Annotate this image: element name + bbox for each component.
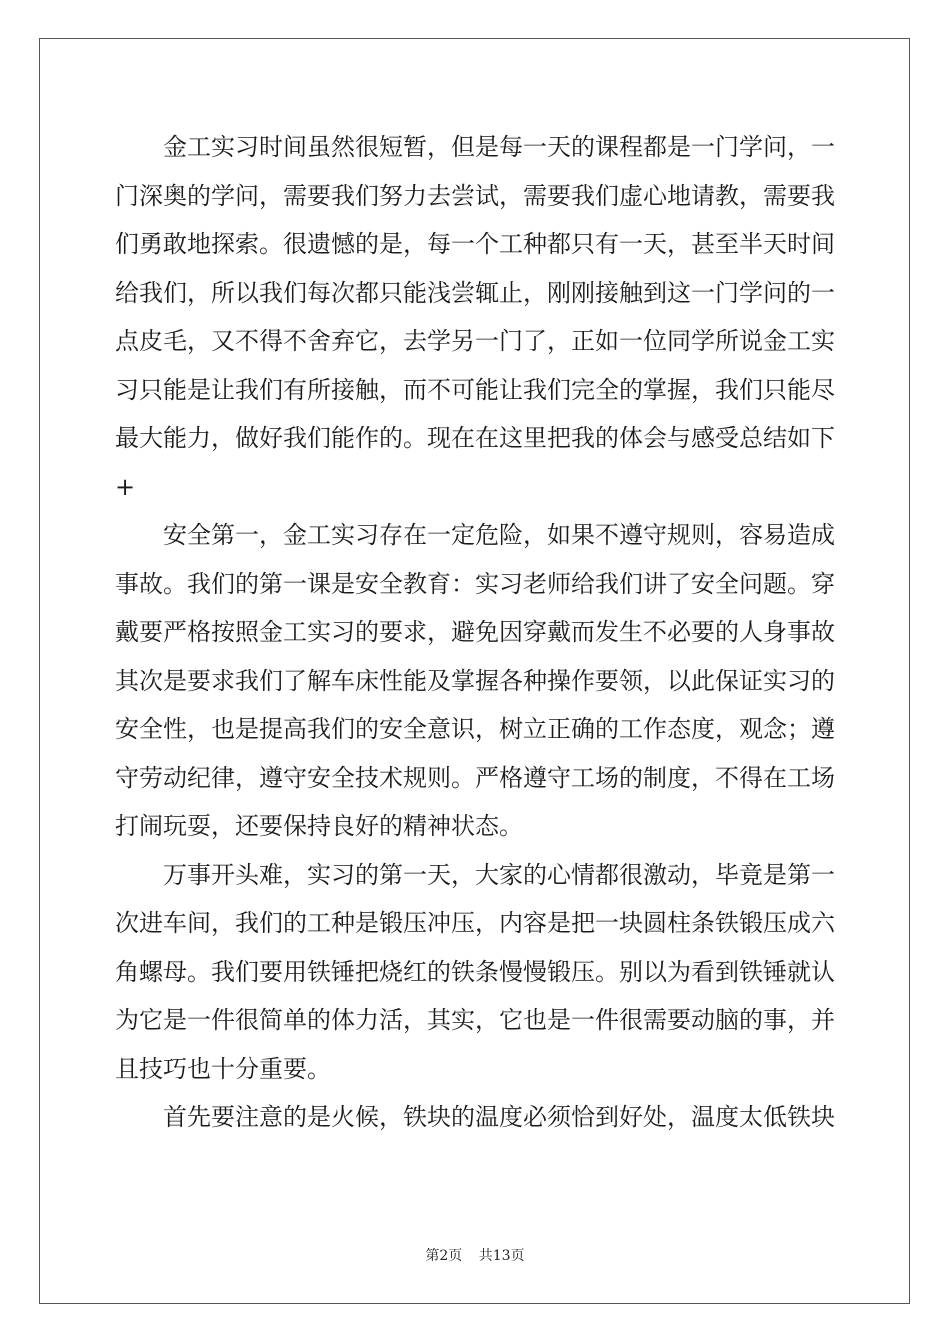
text-line: 们勇敢地探索。很遗憾的是，每一个工种都只有一天，甚至半天时间 (115, 230, 835, 258)
page-number: 第2页 (425, 1248, 463, 1264)
text-line: 最大能力，做好我们能作的。现在在这里把我的体会与感受总结如下 (115, 424, 835, 452)
text-line: 习只能是让我们有所接触，而不可能让我们完全的掌握，我们只能尽 (115, 375, 835, 404)
text-line: 为它是一件很简单的体力活，其实，它也是一件很需要动脑的事，并 (115, 1006, 835, 1034)
text-line: 点皮毛，又不得不舍弃它，去学另一门了，正如一位同学所说金工实 (115, 327, 835, 355)
page-total: 共13页 (478, 1248, 525, 1264)
paragraph (115, 123, 835, 511)
text-line: 事故。我们的第一课是安全教育：实习老师给我们讲了安全问题。穿 (115, 569, 835, 598)
text-line: 角螺母。我们要用铁锤把烧红的铁条慢慢锻压。别以为看到铁锤就认 (115, 957, 835, 986)
text-line: 其次是要求我们了解车床性能及掌握各种操作要领，以此保证实习的 (115, 666, 835, 695)
paragraph (115, 851, 835, 1094)
text-line: 次进车间，我们的工种是锻压冲压，内容是把一块圆柱条铁锻压成六 (115, 909, 835, 937)
text-line: 门深奥的学问，需要我们努力去尝试，需要我们虚心地请教，需要我 (115, 181, 835, 210)
text-line: 打闹玩耍，还要保持良好的精神状态。 (115, 812, 523, 840)
text-line: + (115, 472, 136, 501)
text-line: 给我们，所以我们每次都只能浅尝辄止，刚刚接触到这一门学问的一 (115, 278, 835, 307)
text-line: 且技巧也十分重要。 (115, 1054, 331, 1083)
text-line: 安全第一，金工实习存在一定危险，如果不遵守规则，容易造成 (163, 521, 835, 549)
document-body (115, 123, 835, 1142)
text-line: 守劳动纪律，遵守安全技术规则。严格遵守工场的制度，不得在工场 (115, 763, 835, 792)
paragraph (115, 511, 835, 851)
text-line: 首先要注意的是火候，铁块的温度必须恰到好处，温度太低铁块 (163, 1103, 835, 1131)
text-line: 万事开头难，实习的第一天，大家的心情都很激动，毕竟是第一 (163, 860, 835, 889)
paragraph (115, 1093, 835, 1142)
text-line: 安全性，也是提高我们的安全意识，树立正确的工作态度，观念；遵 (115, 715, 835, 743)
page-footer (0, 1245, 950, 1265)
text-line: 金工实习时间虽然很短暂，但是每一天的课程都是一门学问，一 (163, 133, 835, 161)
text-line: 戴要严格按照金工实习的要求，避免因穿戴而发生不必要的人身事故 (115, 618, 835, 646)
